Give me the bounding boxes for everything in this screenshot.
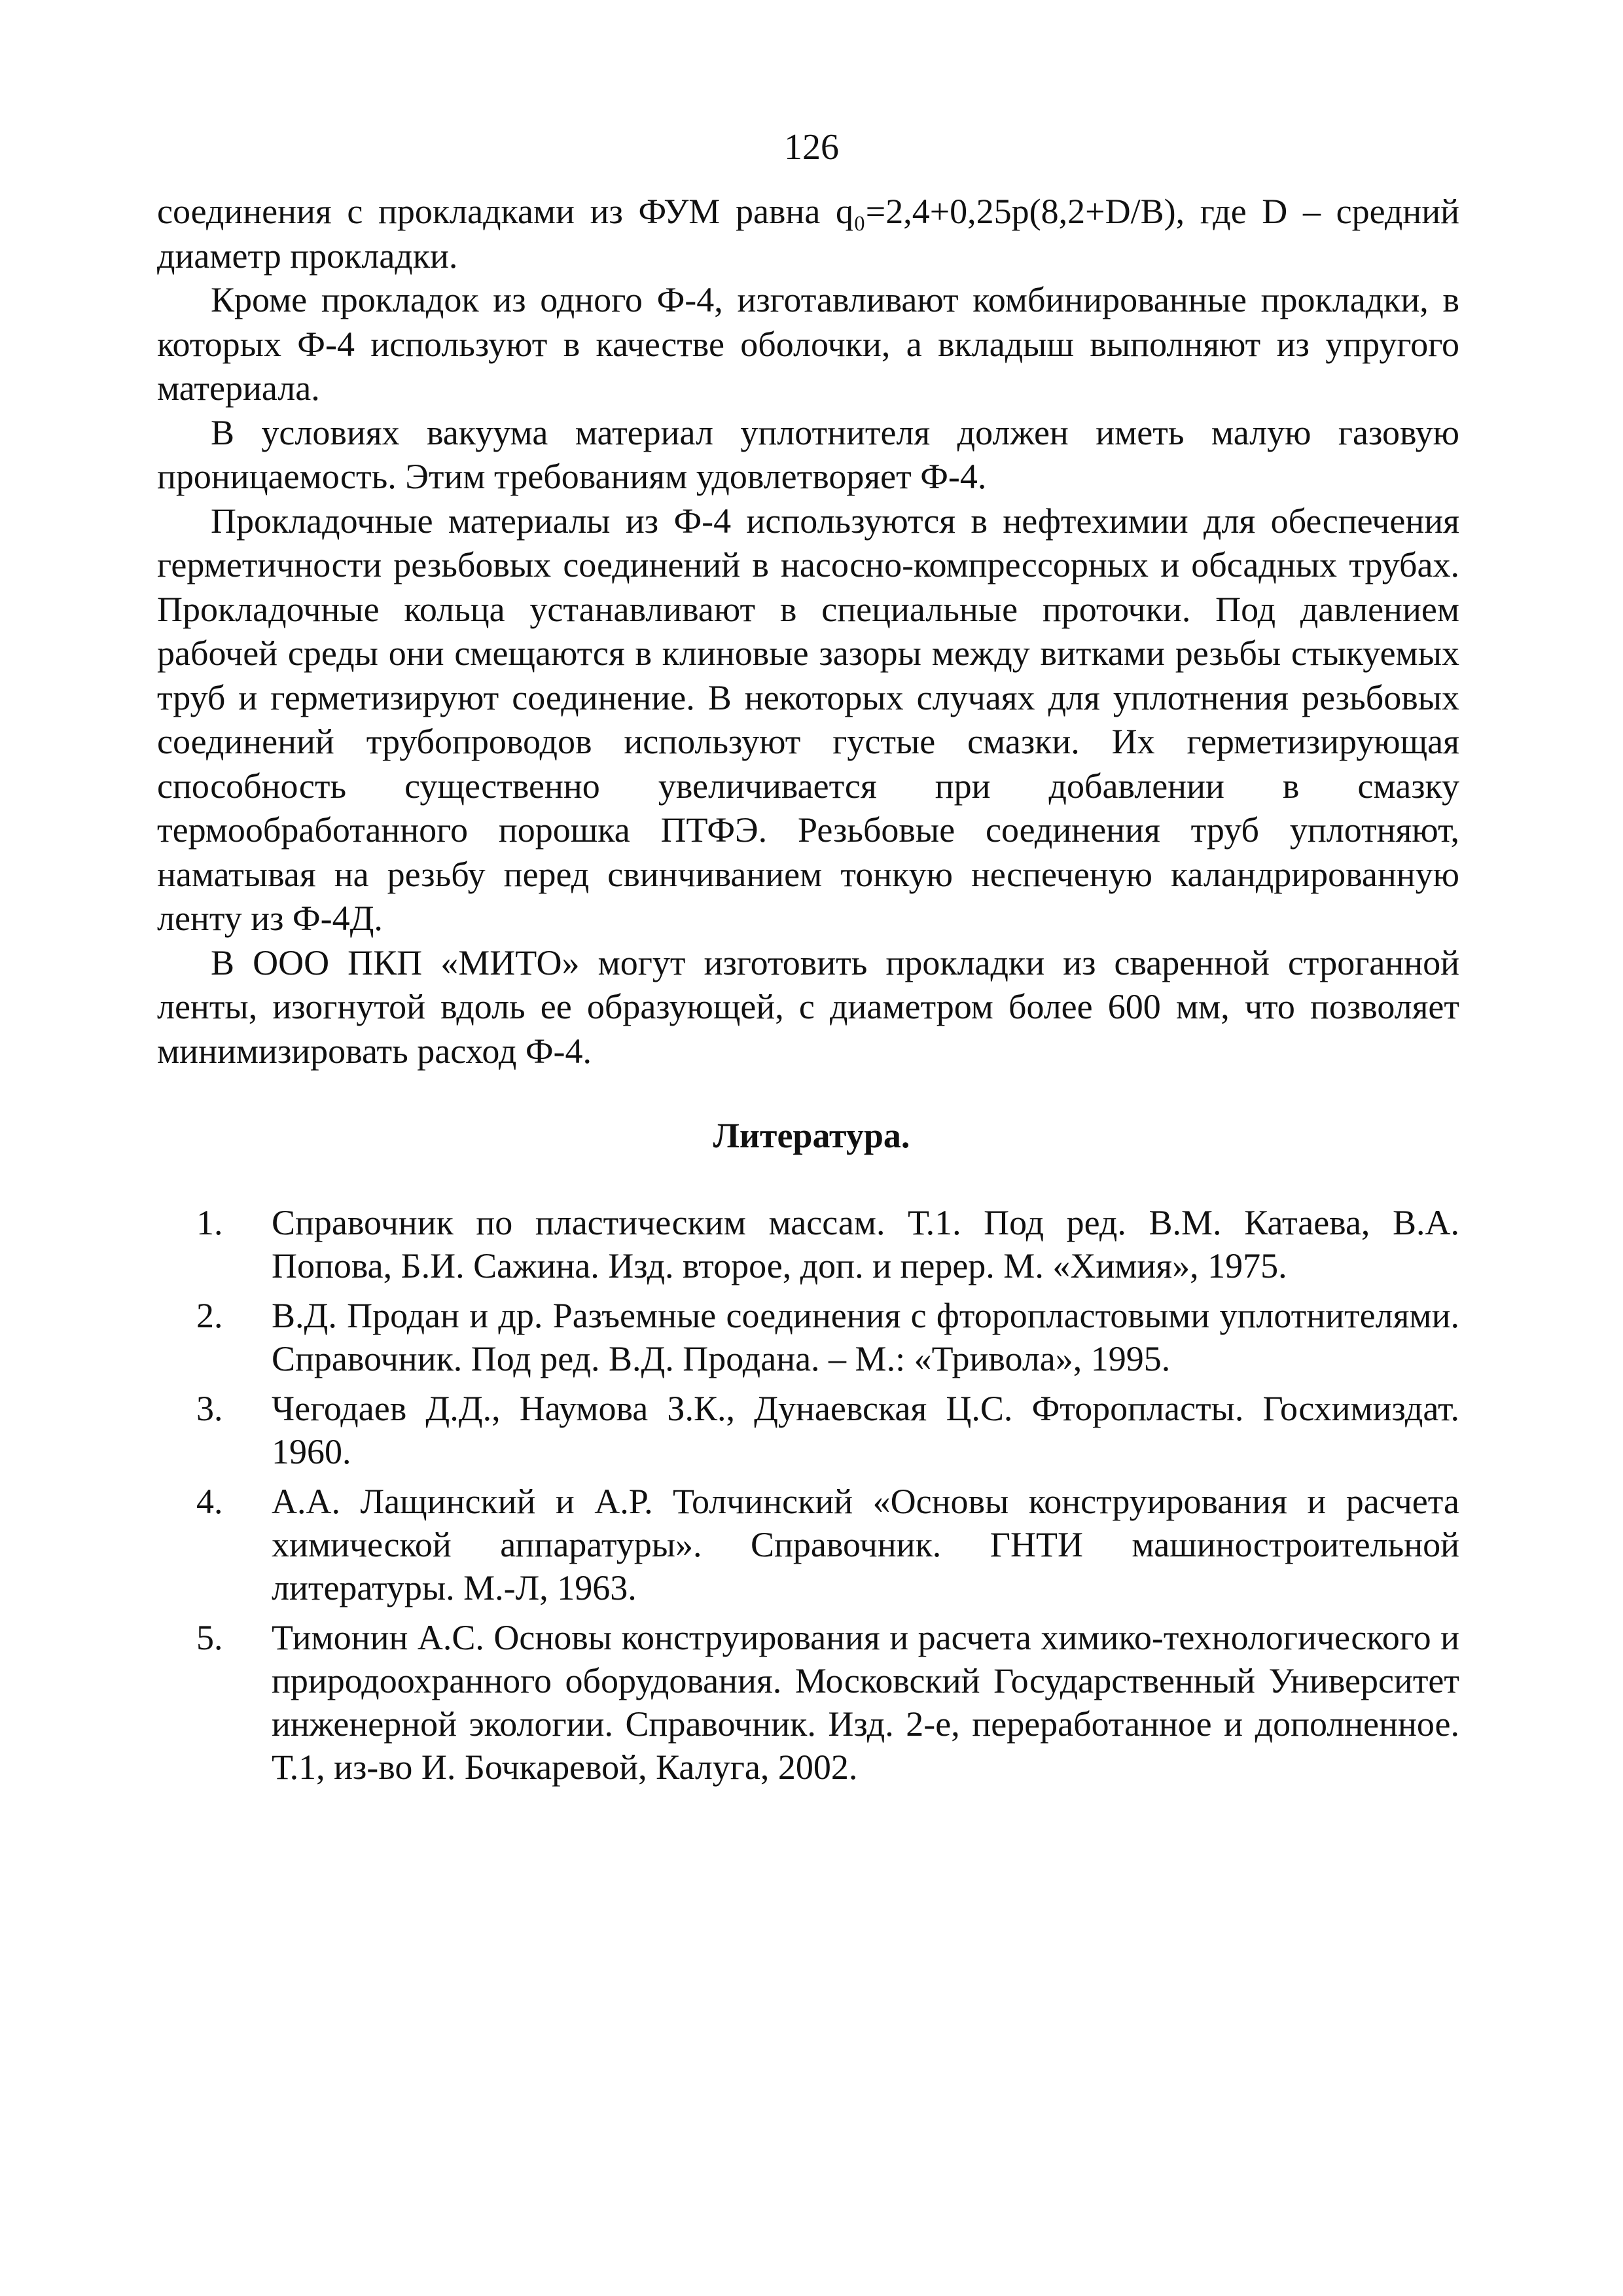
reference-item	[196, 1616, 1459, 1789]
reference-text: Чегодаев Д.Д., Наумова З.К., Дунаевская Ц.С. Фторопласты. Госхимиздат. 1960.	[272, 1389, 1459, 1471]
reference-number: 4.	[196, 1482, 223, 1521]
reference-item	[196, 1201, 1459, 1287]
reference-number: 2.	[196, 1296, 223, 1335]
paragraph: Прокладочные материалы из Ф-4 используются в нефтехимии для обеспечения герметичности резьбовых соединений в насосно-компрессорных и обсадных трубах. Прокладочные кольца устанавливают в специальные проточки. Под давлением рабочей среды они смещаются в клиновые зазоры между витками резьбы стыкуемых труб и герметизируют соединение. В некоторых случаях для уплотнения резьбовых соединений трубопроводов используют густые смазки. Их герметизирующая способность существенно увеличивается при добавлении в смазку термообработанного порошка ПТФЭ. Резьбовые соединения труб уплотняют, наматывая на резьбу перед свинчиванием тонкую неспеченую каландрированную ленту из Ф-4Д.	[157, 501, 1459, 938]
reference-text: Справочник по пластическим массам. Т.1. Под ред. В.М. Катаева, В.А. Попова, Б.И. Сажина. Изд. второе, доп. и перер. М. «Химия», 1975.	[272, 1203, 1459, 1285]
body-text	[157, 190, 1459, 1073]
reference-text: В.Д. Продан и др. Разъемные соединения с фторопластовыми уплотнителями. Справочник. Под ред. В.Д. Продана. – М.: «Тривола», 1995.	[272, 1296, 1459, 1378]
reference-number: 3.	[196, 1389, 223, 1428]
reference-text: А.А. Лащинский и А.Р. Толчинский «Основы конструирования и расчета химической аппаратуры». Справочник. ГНТИ машиностроительной литературы. М.-Л, 1963.	[272, 1482, 1459, 1607]
references-list	[196, 1201, 1459, 1795]
reference-item	[196, 1387, 1459, 1473]
page-number: 126	[784, 127, 839, 168]
paragraph: В условиях вакуума материал уплотнителя должен иметь малую газовую проницаемость. Этим требованиям удовлетворяет Ф-4.	[157, 412, 1459, 496]
references-heading: Литература.	[713, 1116, 910, 1155]
paragraph: В ООО ПКП «МИТО» могут изготовить прокладки из сваренной строганной ленты, изогнутой вдоль ее образующей, с диаметром более 600 мм, что позволяет минимизировать расход Ф-4.	[157, 942, 1459, 1071]
reference-item	[196, 1480, 1459, 1609]
paragraph: Кроме прокладок из одного Ф-4, изготавливают комбинированные прокладки, в которых Ф-4 используют в качестве оболочки, а вкладыш выполняют из упругого материала.	[157, 280, 1459, 408]
paragraph-continuation: соединения с прокладками из ФУМ равна q₀=2,4+0,25p(8,2+D/B), где D – средний диаметр прокладки.	[157, 192, 1459, 276]
reference-number: 5.	[196, 1618, 223, 1657]
reference-number: 1.	[196, 1203, 223, 1242]
reference-text: Тимонин А.С. Основы конструирования и расчета химико-технологического и природоохранного оборудования. Московский Государственный Университет инженерной экологии. Справочник. Изд. 2-е, переработанное и дополненное. Т.1, из-во И. Бочкаревой, Калуга, 2002.	[272, 1618, 1459, 1787]
reference-item	[196, 1294, 1459, 1380]
